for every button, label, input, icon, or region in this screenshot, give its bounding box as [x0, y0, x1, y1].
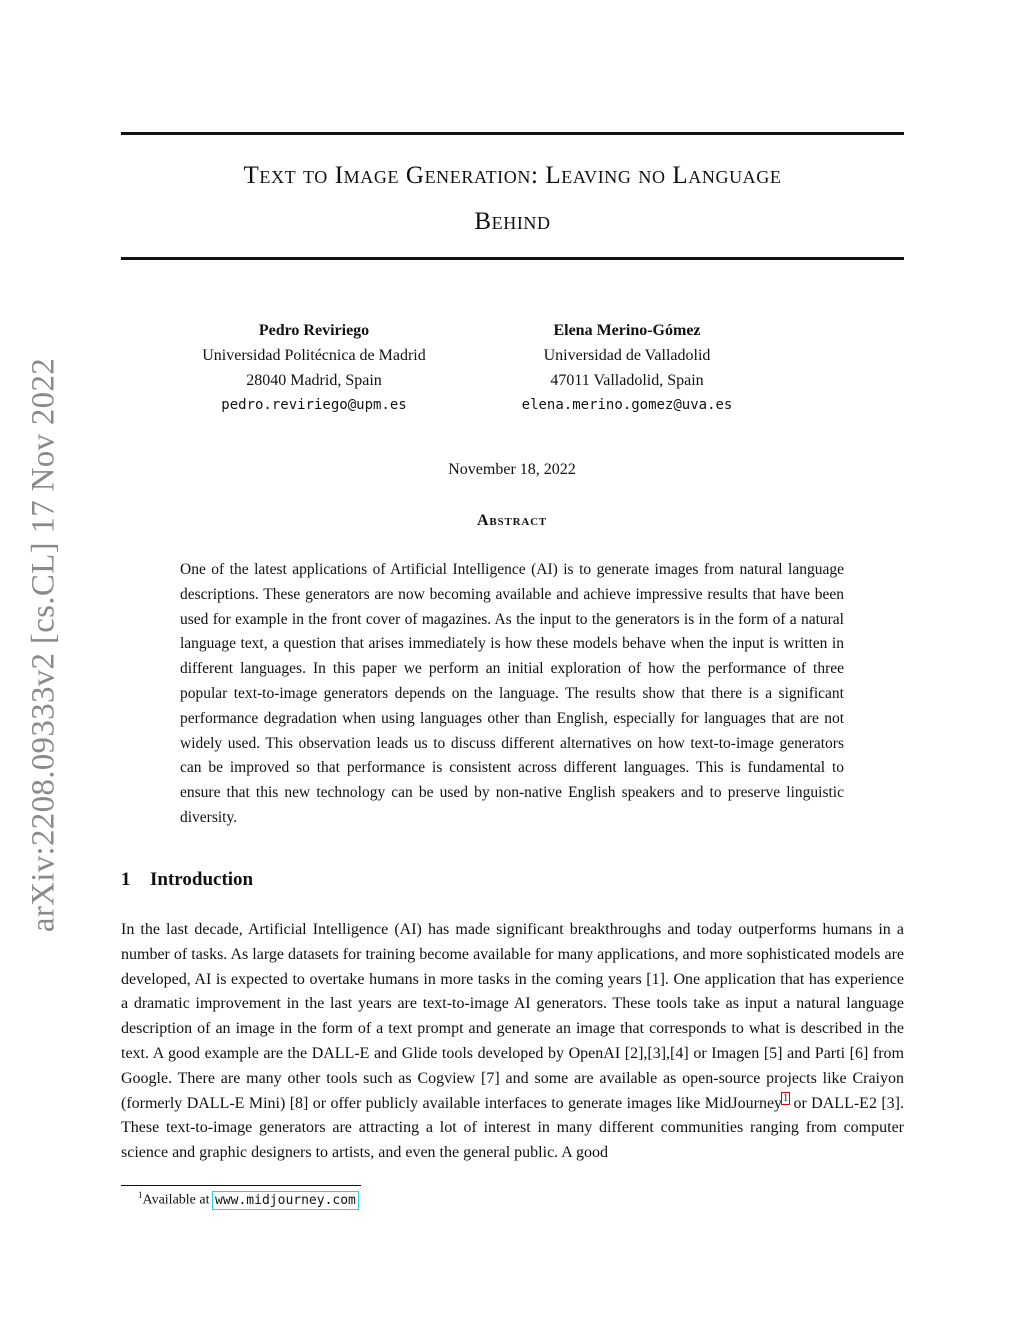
author-name: Pedro Reviriego — [258, 322, 370, 339]
footnote-text: Available at — [142, 1192, 213, 1208]
footnote-link-1[interactable]: 1 — [783, 1093, 789, 1105]
section-number: 1 — [121, 869, 131, 890]
abstract-text: One of the latest applications of Artificial Intelligence (AI) is to generate images from natural language descriptions. These generators are now becoming available and achieve impressive results that have been used for example in the front cover of magazines. As the input to the generators is in the form of a natural language text, a question that arises immediately is how these models behave when the input is written in different languages. In this paper we perform an initial exploration of how the performance of three popular text-to-image generators depends on the language. The results show that there is a significant performance degradation when using languages other than English, especially for languages that are not widely used. This observation leads us to discuss different alternatives on how text-to-image generators can be improved so that performance is consistent across different languages. This is fundamental to ensure that this new technology can be used by non-native English speakers and to preserve linguistic diversity. — [180, 561, 844, 826]
author-email[interactable]: elena.merino.gomez@uva.es — [521, 397, 733, 413]
intro-text-part-2: or DALL-E2 [3]. These text-to-image generators are attracting a lot of interest in many different communities ranging from computer science and graphic designers to artists, and even the general public. A good — [121, 1094, 904, 1162]
title-bottom-rule — [121, 257, 904, 260]
paper-title-line-1: Text to Image Generation: Leaving no Language — [243, 162, 782, 189]
intro-text-part-1: In the last decade, Artificial Intelligence (AI) has made significant breakthroughs and today outperforms humans in a number of tasks. As large datasets for training become available for many applications, and more sophisticated models are developed, AI is expected to overtake humans in more tasks in the coming years [1]. One application that has experience a dramatic improvement in the last years are text-to-image AI generators. These tools take as input a natural language description of an image in the form of a text prompt and generate an image that corresponds to what is described in the text. A good example are the DALL-E and Glide tools developed by OpenAI [2],[3],[4] or Imagen [5] and Parti [6] from Google. There are many other tools such as Cogview [7] and some are available as open-source projects like Craiyon (formerly DALL-E Mini) [8] or offer publicly available interfaces to generate images like MidJourney — [121, 921, 904, 1112]
author-name: Elena Merino-Gómez — [553, 322, 701, 339]
author-affiliation: Universidad de Valladolid — [543, 347, 711, 364]
publication-date: November 18, 2022 — [448, 461, 576, 478]
footnote-url-link[interactable]: www.midjourney.com — [215, 1192, 356, 1208]
author-block-2 — [477, 318, 777, 418]
arxiv-identifier-stamp: arXiv:2208.09333v2 [cs.CL] 17 Nov 2022 — [25, 357, 62, 933]
author-affiliation: Universidad Politécnica de Madrid — [202, 347, 426, 364]
author-block-1 — [164, 318, 464, 418]
author-email[interactable]: pedro.reviriego@upm.es — [221, 397, 407, 413]
author-location: 28040 Madrid, Spain — [246, 372, 382, 389]
author-location: 47011 Valladolid, Spain — [550, 372, 704, 389]
abstract-heading: Abstract — [477, 512, 547, 529]
footnote-1 — [138, 1190, 358, 1209]
introduction-paragraph — [121, 918, 904, 1166]
footnote-mark: 1 — [138, 1190, 143, 1200]
paper-title-line-2: Behind — [474, 208, 551, 235]
footnote-separator — [121, 1185, 361, 1186]
section-heading — [121, 869, 253, 891]
section-title: Introduction — [150, 869, 254, 890]
title-top-rule — [121, 132, 904, 135]
